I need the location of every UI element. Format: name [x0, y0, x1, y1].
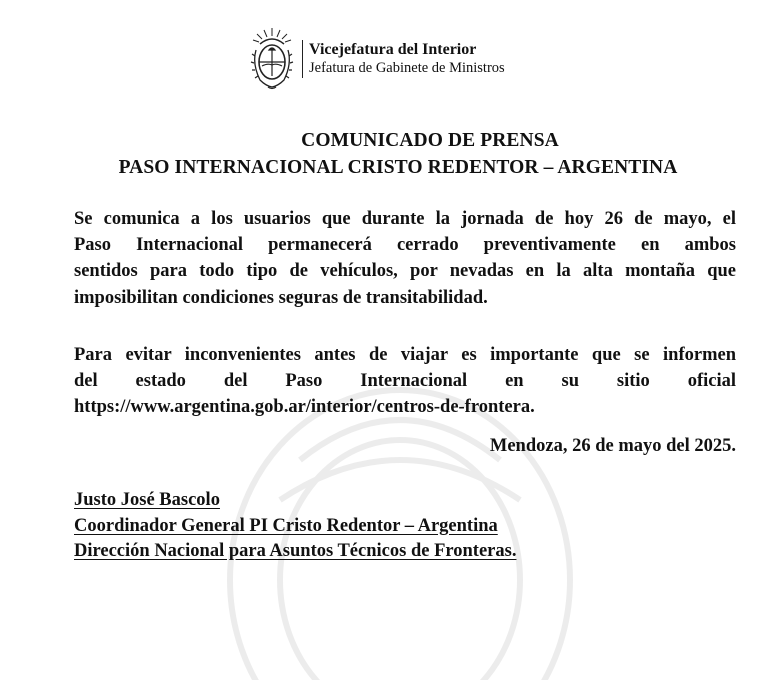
- paragraph-line: imposibilitan condiciones seguras de transitabilidad.: [74, 287, 488, 308]
- document-subtitle: PASO INTERNACIONAL CRISTO REDENTOR – ARGENTINA: [118, 157, 678, 178]
- signatory-role: Coordinador General PI Cristo Redentor – Argentina: [74, 515, 498, 536]
- letterhead: [248, 26, 505, 92]
- letterhead-text: [302, 40, 505, 78]
- agency-name: Vicejefatura del Interior: [309, 41, 477, 58]
- dateline: Mendoza, 26 de mayo del 2025.: [489, 436, 736, 456]
- signatory-name: Justo José Bascolo: [74, 490, 220, 510]
- paragraph-line: https://www.argentina.gob.ar/interior/centros-de-frontera.: [74, 397, 535, 418]
- coat-of-arms-icon: [248, 26, 296, 92]
- paragraph-line: del estado del Paso Internacional en su sitio oficial: [74, 371, 736, 392]
- signatory-office: Dirección Nacional para Asuntos Técnicos de Fronteras.: [74, 541, 517, 561]
- paragraph-closure-notice: [74, 206, 736, 311]
- paragraph-line: sentidos para todo tipo de vehículos, por nevadas en la alta montaña que: [74, 261, 736, 282]
- paragraph-line: Para evitar inconvenientes antes de viajar es importante que se informen: [74, 345, 736, 365]
- document-title: COMUNICADO DE PRENSA: [301, 130, 559, 151]
- ministry-name: Jefatura de Gabinete de Ministros: [309, 60, 505, 76]
- signature-block: [74, 488, 516, 565]
- paragraph-travel-advice: [74, 342, 736, 421]
- paragraph-line: Se comunica a los usuarios que durante la jornada de hoy 26 de mayo, el: [74, 209, 736, 229]
- paragraph-line: Paso Internacional permanecerá cerrado preventivamente en ambos: [74, 235, 736, 256]
